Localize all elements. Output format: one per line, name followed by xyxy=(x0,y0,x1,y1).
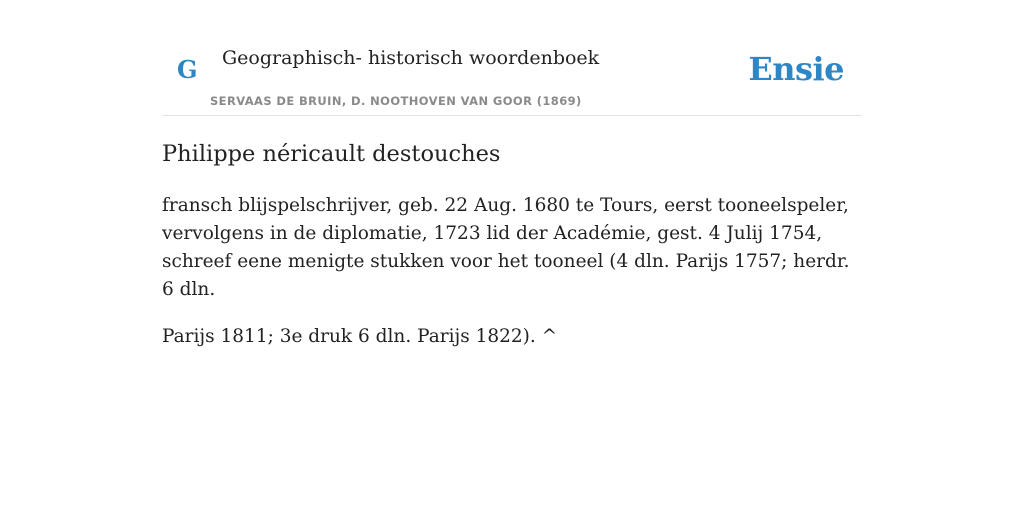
entry-title: Philippe néricault destouches xyxy=(162,141,501,167)
page xyxy=(162,0,862,512)
ensie-logo-link[interactable]: Ensie xyxy=(748,50,844,88)
book-logo-letter: G xyxy=(177,55,198,84)
header xyxy=(162,0,862,116)
entry-paragraph: Parijs 1811; 3e druk 6 dln. Parijs 1822). ^ xyxy=(162,326,558,347)
book-title-link[interactable]: Geographisch- historisch woordenboek xyxy=(222,47,600,69)
book-authors: SERVAAS DE BRUIN, D. NOOTHOVEN VAN GOOR (1869) xyxy=(210,94,582,108)
entry-paragraph: fransch blijspelschrijver, geb. 22 Aug. 1680 te Tours, eerst tooneelspeler, vervolgens in de diplomatie, 1723 lid der Académie, gest. 4 Julij 1754, schreef eene menigte stukken voor het tooneel (4 dln. Parijs 1757; herdr. 6 dln. xyxy=(162,195,850,300)
entry-body xyxy=(162,192,862,370)
